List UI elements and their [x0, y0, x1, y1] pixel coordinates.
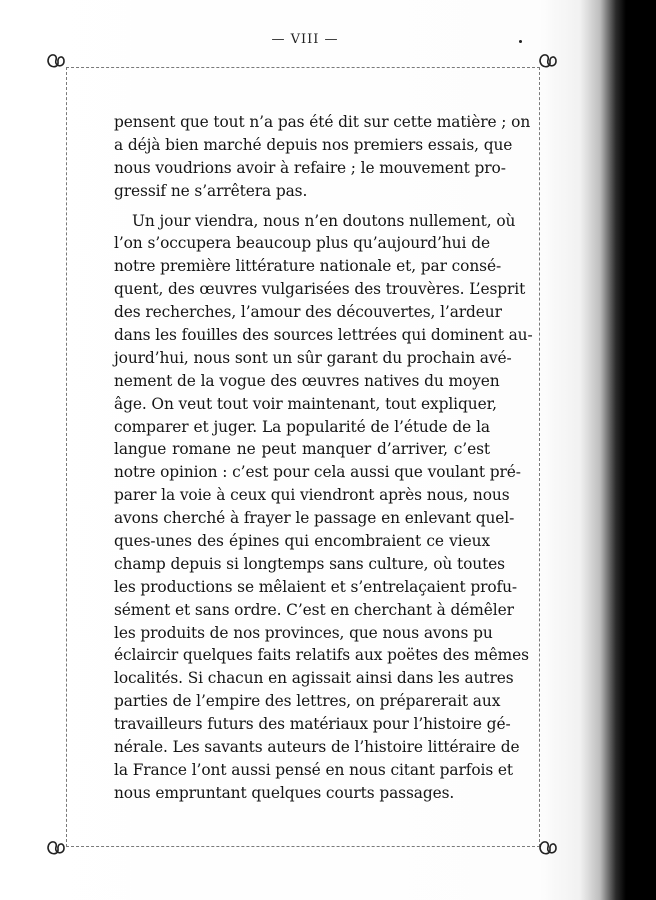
text-line: les productions se mêlaient et s’entrelaçaient profu- — [114, 577, 518, 596]
corner-ornament-bottom-left-icon — [44, 837, 68, 859]
text-line: comparer et juger. La popularité de l’étude de la — [114, 417, 490, 436]
text-line: avons cherché à frayer le passage en enlevant quel- — [114, 509, 515, 528]
text-line: parer la voie à ceux qui viendront après nous, nous — [114, 486, 510, 505]
text-line: quent, des œuvres vulgarisées des trouvères. L’esprit — [114, 280, 526, 299]
text-line: gressif ne s’arrêtera pas. — [114, 181, 308, 200]
page-number: — VIII — — [271, 32, 339, 47]
text-line: notre première littérature nationale et, par consé- — [114, 257, 502, 276]
text-line: les produits de nos provinces, que nous avons pu — [114, 623, 493, 642]
ink-dot — [519, 40, 522, 43]
corner-ornament-top-left-icon — [44, 50, 68, 72]
text-line: jourd’hui, nous sont un sûr garant du prochain avé- — [114, 348, 512, 367]
corner-ornament-bottom-right-icon — [536, 837, 560, 859]
text-line: nous empruntant quelques courts passages. — [114, 783, 455, 802]
text-line: nement de la vogue des œuvres natives du moyen — [114, 371, 500, 390]
corner-ornament-top-right-icon — [536, 50, 560, 72]
text-line: parties de l’empire des lettres, on préparerait aux — [114, 692, 501, 711]
text-line: pensent que tout n’a pas été dit sur cette matière ; on — [114, 113, 531, 131]
text-line: nérale. Les savants auteurs de l’histoire littéraire de — [114, 738, 520, 757]
text-line: localités. Si chacun en agissait ainsi dans les autres — [114, 669, 514, 688]
text-line: nous voudrions avoir à refaire ; le mouvement pro- — [114, 158, 506, 177]
text-line: éclaircir quelques faits relatifs aux poëtes des mêmes — [114, 646, 529, 665]
text-line: âge. On veut tout voir maintenant, tout expliquer, — [114, 394, 497, 413]
text-line: notre opinion : c’est pour cela aussi que voulant pré- — [114, 463, 521, 482]
text-line: sément et sans ordre. C’est en cherchant à démêler — [114, 600, 514, 619]
text-line: travailleurs futurs des matériaux pour l’histoire gé- — [114, 715, 511, 734]
paragraph-2 — [114, 210, 533, 805]
text-line: a déjà bien marché depuis nos premiers essais, que — [114, 135, 513, 154]
body-text — [114, 111, 533, 805]
text-line: langue romane ne peut manquer d’arriver, c’est — [114, 440, 490, 459]
text-line: des recherches, l’amour des découvertes, l’ardeur — [114, 303, 502, 322]
text-line: la France l’ont aussi pensé en nous citant parfois et — [114, 760, 514, 779]
text-line: l’on s’occupera beaucoup plus qu’aujourd’hui de — [114, 234, 490, 253]
text-line: dans les fouilles des sources lettrées qui dominent au- — [114, 326, 533, 345]
paragraph-1 — [114, 111, 531, 203]
text-line: champ depuis si longtemps sans culture, où toutes — [114, 554, 505, 573]
text-line: ques-unes des épines qui encombraient ce vieux — [114, 532, 490, 551]
text-line: Un jour viendra, nous n’en doutons nullement, où — [132, 211, 516, 230]
